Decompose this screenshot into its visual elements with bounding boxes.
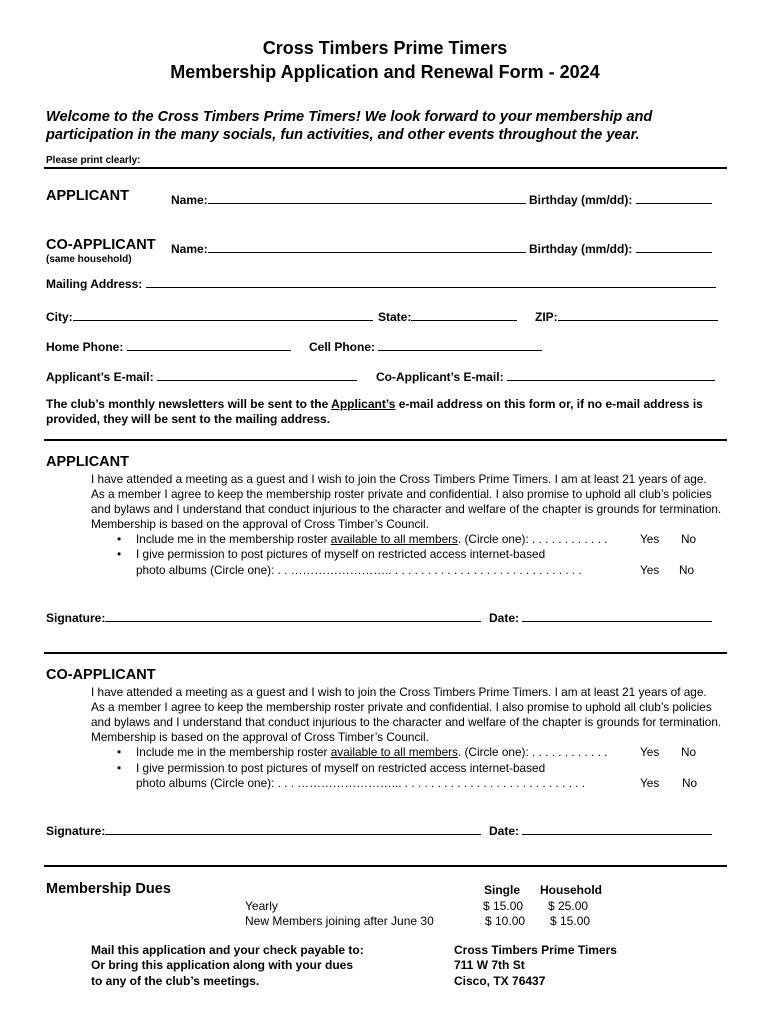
applicant-roster-no[interactable]: No [681,532,697,546]
mail-instructions-line1: Mail this application and your check payable to: [91,943,364,957]
dues-row-label: Yearly [245,899,278,913]
dues-row-single: $ 10.00 [485,914,526,928]
dues-col-single: Single [484,883,521,897]
dues-row-label: New Members joining after June 30 [245,914,434,928]
bullet-dot: • [117,547,122,561]
birthday-label: Birthday (mm/dd): [529,242,633,256]
home-phone-label: Home Phone: [46,340,124,354]
applicant-photo-yes[interactable]: Yes [640,563,660,577]
same-household-note: (same household) [46,254,132,265]
mailing-address-line2: 711 W 7th St [454,958,525,972]
coapplicant-statement: I have attended a meeting as a guest and I wish to join the Cross Timbers Prime Timers. I am at least 21 years of age. As a member I agree to keep the membership roster private and confidential. I also promise to uphold all club’s policies and bylaws and I understand that conduct injurious to the character and welfare of the chapter is grounds for termination. Membership is based on the approval of Cross Timber’s Council. [91,685,722,744]
form-title-line2: Membership Application and Renewal Form - 2024 [170,62,600,82]
applicant-photo-no[interactable]: No [679,563,695,577]
signature-label: Signature: [46,611,106,625]
divider [44,167,727,169]
coapplicant-signature-field[interactable] [46,823,481,838]
city-field[interactable] [46,309,373,324]
bullet-dot: • [117,745,122,759]
mailing-address-label: Mailing Address: [46,277,143,291]
cell-phone-field[interactable] [309,339,542,354]
birthday-line[interactable] [636,241,712,253]
date-label: Date: [489,611,520,625]
applicant-date-field[interactable] [489,610,712,625]
applicant-signature-field[interactable] [46,610,481,625]
coapplicant-date-field[interactable] [489,823,712,838]
applicant-email-label: Applicant’s E-mail: [46,370,154,384]
bullet-dot: • [117,761,122,775]
welcome-text: Welcome to the Cross Timbers Prime Timers! We look forward to your membership and participation in the many socials, fun activities, and other events throughout the year. [46,109,653,143]
coapplicant-roster-yes[interactable]: Yes [640,745,660,759]
date-line[interactable] [522,823,712,835]
applicant-statement: I have attended a meeting as a guest and I wish to join the Cross Timbers Prime Timers. I am at least 21 years of age. As a member I agree to keep the membership roster private and confidential. I also promise to uphold all club’s policies and bylaws and I understand that conduct injurious to the character and welfare of the chapter is grounds for termination. Membership is based on the approval of Cross Timber’s Council. [91,472,722,531]
mailing-address-line[interactable] [146,276,716,288]
state-line[interactable] [411,309,517,321]
name-label: Name: [171,242,208,256]
bullet-dot: • [117,532,122,546]
city-line[interactable] [73,309,373,321]
coapplicant-roster-option: Include me in the membership roster available to all members. (Circle one): . . . . . . . . . . . . [136,745,608,759]
coapplicant-photo-option-line2: photo albums (Circle one): . . . ……………………... . . . . . . . . . . . . . . . . . . . . . . . . . . . . [136,776,586,790]
coapplicant-email-label: Co-Applicant’s E-mail: [376,370,504,384]
newsletter-note: The club’s monthly newsletters will be sent to the Applicant’s e-mail address on this form or, if no e-mail address is provided, they will be sent to the mailing address. [46,397,703,426]
applicant-name-field[interactable] [171,192,526,207]
applicant-roster-yes[interactable]: Yes [640,532,660,546]
coapplicant-name-field[interactable] [171,241,526,256]
mailing-address-line1: Cross Timbers Prime Timers [454,943,617,957]
dues-row-household: $ 25.00 [548,899,589,913]
applicant-section-heading: APPLICANT [46,454,129,470]
coapplicant-email-line[interactable] [507,369,715,381]
divider [44,865,727,867]
coapplicant-label: CO-APPLICANT [46,237,156,253]
state-label: State: [378,310,412,324]
coapplicant-photo-no[interactable]: No [682,776,698,790]
zip-label: ZIP: [535,310,558,324]
home-phone-field[interactable] [46,339,291,354]
print-clearly-note: Please print clearly: [46,155,141,166]
cell-phone-line[interactable] [378,339,542,351]
dues-row-household: $ 15.00 [550,914,591,928]
coapplicant-photo-option-line1: I give permission to post pictures of myself on restricted access internet-based [136,761,546,775]
state-field[interactable] [378,309,517,324]
coapplicant-photo-yes[interactable]: Yes [640,776,660,790]
mail-instructions-line3: to any of the club’s meetings. [91,974,260,988]
birthday-label: Birthday (mm/dd): [529,193,633,207]
mailing-address-line3: Cisco, TX 76437 [454,974,546,988]
form-title-line1: Cross Timbers Prime Timers [262,38,508,58]
dues-heading: Membership Dues [46,881,171,897]
city-label: City: [46,310,73,324]
applicant-birthday-field[interactable] [529,192,712,207]
home-phone-line[interactable] [127,339,291,351]
signature-line[interactable] [105,823,481,835]
applicant-email-line[interactable] [157,369,357,381]
divider [44,652,727,654]
cell-phone-label: Cell Phone: [309,340,376,354]
divider [44,439,727,441]
applicant-label: APPLICANT [46,188,129,204]
coapplicant-roster-no[interactable]: No [681,745,697,759]
name-line[interactable] [208,192,526,204]
dues-col-household: Household [540,883,602,897]
dues-row-single: $ 15.00 [483,899,524,913]
coapplicant-email-field[interactable] [376,369,715,384]
date-label: Date: [489,824,520,838]
coapplicant-section-heading: CO-APPLICANT [46,667,156,683]
mailing-address-field[interactable] [46,276,716,291]
applicant-roster-option: Include me in the membership roster available to all members. (Circle one): . . . . . . . . . . . . [136,532,608,546]
applicant-email-field[interactable] [46,369,357,384]
signature-line[interactable] [105,610,481,622]
name-line[interactable] [208,241,526,253]
date-line[interactable] [522,610,712,622]
signature-label: Signature: [46,824,106,838]
zip-field[interactable] [535,309,718,324]
applicant-photo-option-line1: I give permission to post pictures of myself on restricted access internet-based [136,547,546,561]
mail-instructions-line2: Or bring this application along with your dues [91,958,354,972]
applicant-photo-option-line2: photo albums (Circle one): . . …………………….. . . . . . . . . . . . . . . . . . . . . . . . . . . . . . [136,563,582,577]
name-label: Name: [171,193,208,207]
newsletter-underlined: Applicant’s [331,397,396,411]
zip-line[interactable] [558,309,718,321]
birthday-line[interactable] [636,192,712,204]
coapplicant-birthday-field[interactable] [529,241,712,256]
